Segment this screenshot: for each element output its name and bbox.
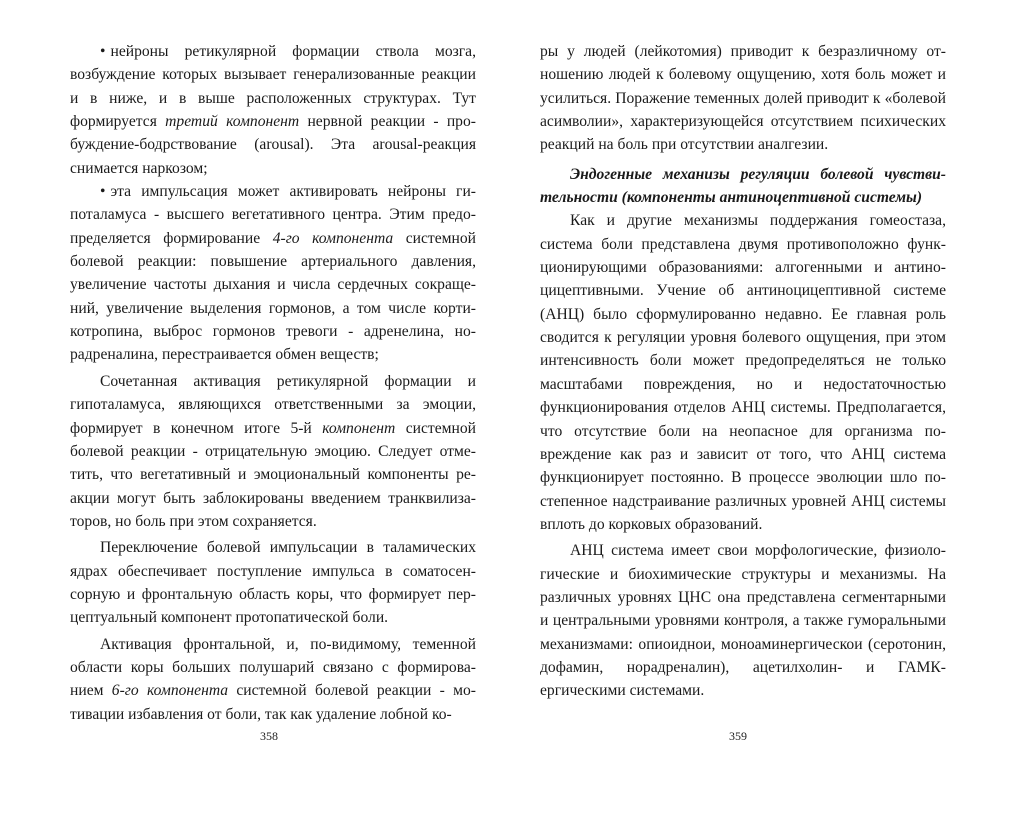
paragraph-text-continued: системной болевой реакции - отрицательную эмоцию. Следует отметить, что вегетативный и эмоциональный компоненты реакции могут быть заблокированы введением транквилизаторов, но боль при этом сохраняется. — [70, 419, 476, 530]
italic-term: компонент — [322, 419, 396, 437]
paragraph-text: АНЦ система имеет свои морфологические, физиологические и биохимические структуры и механизмы. На различных уровнях ЦНС она представлена сегментарными и центральными уровнями контроля, а также гуморальными механизмами: опиоиднои, моноаминергическои (серотонин, дофамин, норадреналин), ацетилхолин- и ГАМК-ергическими системами. — [540, 542, 946, 700]
bullet-icon: • — [100, 183, 106, 201]
paragraph-text: эта импульсация может активировать нейроны гипоталамуса - высшего вегетативного центра. Этим предопределяется формирование — [70, 183, 476, 247]
paragraph-leukotomy — [540, 40, 946, 157]
right-page — [540, 40, 946, 703]
bullet-icon: • — [100, 43, 106, 60]
italic-term: 6-го компонента — [111, 682, 229, 700]
paragraph-text-continued: системной болевой реакции: повышение артериального давления, увеличение частоты дыхания и числа сердечных сокращений, увеличение выделения гормонов, а том числе кортикотропина, выброс гормонов тревоги - адренелина, норадреналина, перестраивается обмен веществ; — [70, 229, 476, 364]
page-number-left: 358 — [260, 729, 278, 743]
italic-term: третий компонент — [165, 113, 300, 131]
paragraph-text: Сочетанная активация ретикулярной формации и гипоталамуса, являющихся ответственными за эмоции, формирует в конечном итоге 5-й — [70, 372, 476, 437]
section-heading: Эндогенные механизы регуляции болевой чувствительности (компоненты антиноцептивной системы) — [540, 165, 946, 207]
paragraph-hypothalamus — [70, 180, 476, 367]
italic-term: 4-го компонента — [272, 229, 394, 247]
paragraph-frontal-activation — [70, 633, 476, 726]
page-number-right: 359 — [729, 729, 747, 743]
paragraph-text: ры у людей (лейкотомия) приводит к безразличному отношению людей к болевому ощущению, хотя боль может и усилиться. Поражение теменных долей приводит к «болевой асимволии», характеризующейся отсутствием психических реакций на боль при отсутствии аналгезии. — [540, 43, 946, 154]
paragraph-text-continued: нервной реакции - пробуждение-бодрствование (arousal). Эта arousal-реакция снимается наркозом; — [70, 113, 476, 177]
paragraph-text: Активация фронтальной, и, по-видимому, теменной области коры больших полушарий связано с формированием — [70, 635, 476, 700]
left-page — [70, 40, 476, 726]
paragraph-text: Как и другие механизмы поддержания гомеостаза, система боли представлена двумя противоположно функционирующими образованиями: алгогенными и антиноцицептивными. Учение об антиноцицептивной системе (АНЦ) было сформулированно недавно. Ее главная роль сводится к регуляции уровня болевого ощущения, при этом интенсивность боли может предопределяться не только масштабами повреждения, но и недостаточностью функционирования отделов АНЦ системы. Предполагается, что отсутствие боли на неопасное для организма повреждение как раз и зависит от того, что АНЦ система функционирует постоянно. В процессе эволюции шло постепенное надстраивание различных уровней АНЦ системы вплоть до корковых образований. — [540, 212, 946, 533]
paragraph-combined-activation — [70, 370, 476, 533]
paragraph-reticular-neurons — [70, 40, 476, 180]
paragraph-text-continued: системной болевой реакции - мотивации избавления от боли, так как удаление лобной ко- — [70, 682, 476, 723]
paragraph-anc-system — [540, 209, 946, 536]
paragraph-text: Переключение болевой импульсации в таламических ядрах обеспечивает поступление импульса в соматосенсорную и фронтальную область коры, что формирует перцептуальный компонент протопатической боли. — [70, 539, 476, 627]
paragraph-text: нейроны ретикулярной формации ствола мозга, возбуждение которых вызывает генерализованные реакции и в ниже, и в выше расположенных структурах. Тут формируется — [70, 43, 476, 131]
paragraph-thalamic-switching — [70, 536, 476, 629]
paragraph-anc-structures — [540, 539, 946, 702]
